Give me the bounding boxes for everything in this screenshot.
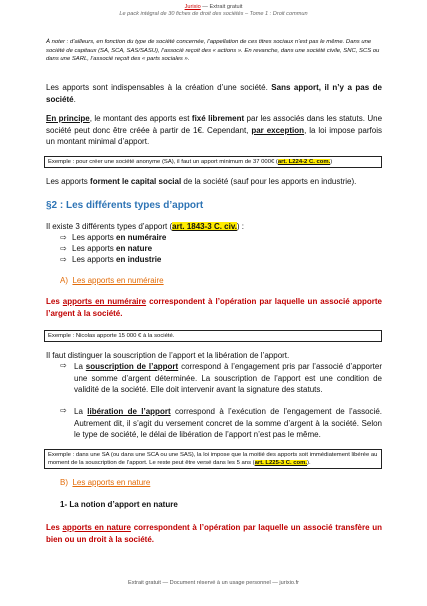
paragraph-souscription: La souscription de l’apport correspond à l’engagement pris par l’associé d’apporter une somme d’argent déterminée. La souscription de l’apport est une condition de validité de la société. Elle doit intervenir avant la signature des statuts. xyxy=(74,362,382,395)
definition-nature: Les apports en nature correspondent à l’opération par laquelle un associé transfère un bien ou un droit à la société. xyxy=(46,523,382,544)
arrow-icon: ⇨ xyxy=(60,255,67,264)
list-item: ⇨ Les apports en nature xyxy=(60,244,153,253)
legal-reference: art. L225-3 C. com. xyxy=(254,460,308,466)
arrow-icon: ⇨ xyxy=(60,406,67,415)
example-box-sa: Exemple : pour créer une société anonyme (SA), il faut un apport minimum de 37 000€ (art. L224-2 C. com.) xyxy=(44,156,382,168)
subsection-heading-b: B) Les apports en nature xyxy=(60,478,151,487)
paragraph-montant-apports: En principe, le montant des apports est fixé librement par les associés dans les statuts. Une société peut donc être créée à partir de 1€. Cependant, par exception, la loi impose parfois un montant minimal d’apport. xyxy=(46,114,383,147)
definition-numeraire: Les apports en numéraire correspondent à l’opération par laquelle un associé apporte l’argent à la société. xyxy=(46,297,382,318)
paragraph-capital-social: Les apports forment le capital social de la société (sauf pour les apports en industrie). xyxy=(46,177,357,186)
arrow-icon: ⇨ xyxy=(60,233,67,242)
page-header xyxy=(0,4,427,18)
section-heading: §2 : Les différents types d’apport xyxy=(46,200,204,211)
header-subtitle: Le pack intégral de 30 fiches de droit des sociétés – Tome 1 : Droit commun xyxy=(119,11,308,17)
paragraph-liberation: La libération de l’apport correspond à l’exécution de l’engagement de l’associé. Autrement dit, il s’agit du versement concret de la somme d’argent à la société. Selon le type de société, le délai de libération de l’apport n’est pas le même. xyxy=(74,407,382,440)
arrow-icon: ⇨ xyxy=(60,361,67,370)
example-box-sa-liberation: Exemple : dans une SA (ou dans une SCA ou une SAS), la loi impose que la moitié des apports soit immédiatement libérée au moment de la souscription de l’apport. Le reste peut être versé dans les 5 ans (art. L225-3 C. com.). xyxy=(44,449,382,469)
brand-link[interactable]: Jurixio xyxy=(184,4,201,10)
legal-reference: art. L224-2 C. com. xyxy=(277,159,331,165)
subsection-heading-a: A) Les apports en numéraire xyxy=(60,276,164,285)
arrow-icon: ⇨ xyxy=(60,244,67,253)
paragraph-types-apport: Il existe 3 différents types d’apport (art. 1843-3 C. civ.) : xyxy=(46,222,245,231)
note-paragraph: À noter : d’ailleurs, en fonction du type de société concernée, l’appellation de ces titres sociaux n’est pas le même. Dans une société de capitaux (SA, SCA, SAS/SASU), l’associé reçoit des « actions ». En revanche, dans une société civile, SNC, SCS ou dans une SARL, l’associé reçoit des « parts sociales ». xyxy=(46,39,380,63)
paragraph-apports-indispensables: Les apports sont indispensables à la création d’une société. Sans apport, il n’y a pas de société. xyxy=(46,83,382,104)
list-item: ⇨ Les apports en numéraire xyxy=(60,233,167,242)
paragraph-distinguer: Il faut distinguer la souscription de l’apport et la libération de l’apport. xyxy=(46,351,290,360)
list-item: ⇨ Les apports en industrie xyxy=(60,255,162,264)
page-footer: Extrait gratuit — Document réservé à un usage personnel — jurixio.fr xyxy=(128,580,299,586)
sub-subsection-heading: 1- La notion d’apport en nature xyxy=(60,500,178,509)
header-title-suffix: — Extrait gratuit xyxy=(200,4,243,10)
example-box-nicolas: Exemple : Nicolas apporte 15 000 € à la société. xyxy=(44,330,382,342)
legal-reference: art. 1843-3 C. civ. xyxy=(172,222,237,231)
